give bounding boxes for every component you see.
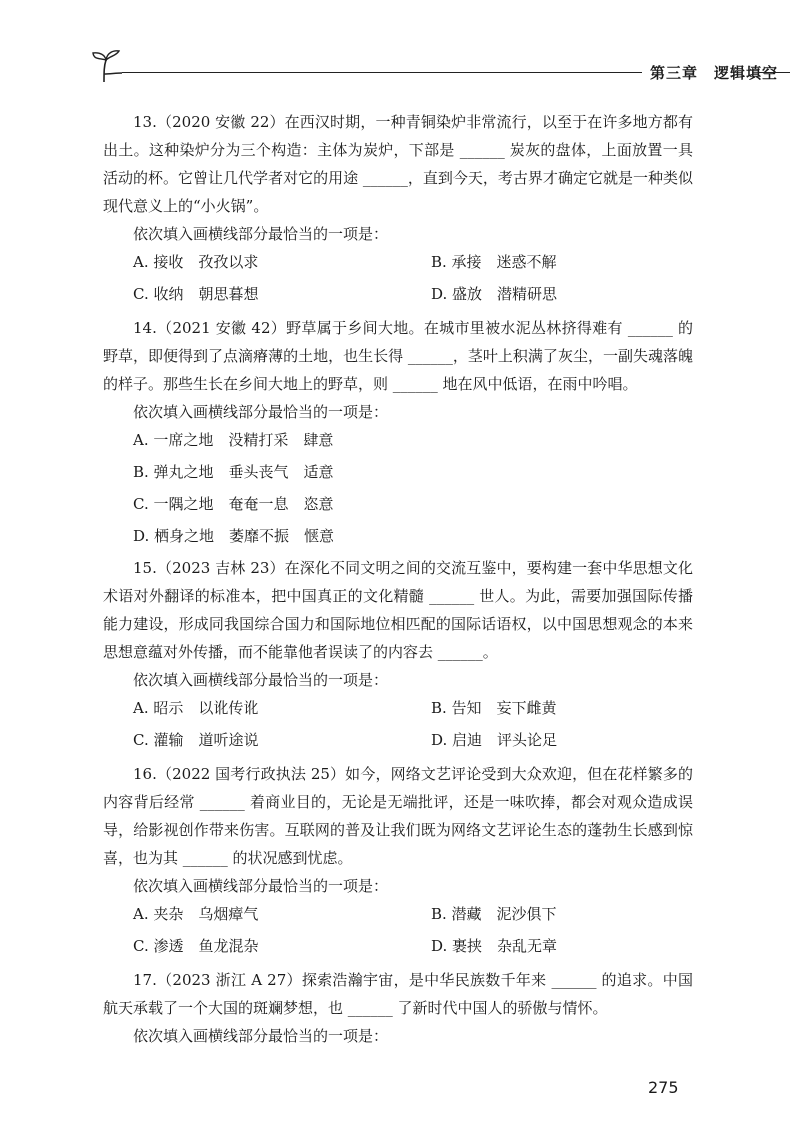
option-a: A. 夹杂 乌烟瘴气 (133, 905, 259, 923)
option-list (103, 426, 693, 550)
option-c: C. 一隅之地 奄奄一息 恣意 (133, 495, 334, 513)
option-d: D. 盛放 潜精研思 (431, 285, 558, 303)
question-instruction: 依次填入画横线部分最恰当的一项是： (133, 403, 389, 421)
option-list (103, 900, 693, 964)
page-number: 275 (648, 1078, 679, 1097)
question-14 (103, 314, 693, 550)
option-d: D. 裹挟 杂乱无章 (431, 937, 558, 955)
header-rule-left (122, 72, 642, 73)
header-rule-right (758, 72, 790, 73)
option-b: B. 弹丸之地 垂头丧气 适意 (133, 463, 334, 481)
question-stem: 17.（2023 浙江 A 27）探索浩瀚宇宙，是中华民族数千年来 ______ 的追求。中国航天承载了一个大国的斑斓梦想，也 ______ 了新时代中国人的骄傲与情怀。 (103, 971, 693, 1017)
question-16 (103, 760, 693, 964)
option-a: A. 一席之地 没精打采 肆意 (133, 431, 334, 449)
question-stem: 16.（2022 国考行政执法 25）如今，网络文艺评论受到大众欢迎，但在花样繁多的内容背后经常 ______ 着商业目的，无论是无端批评，还是一味吹捧，都会对观众造成误导，给影视创作带来伤害。互联网的普及让我们既为网络文艺评论生态的蓬勃生长感到惊喜，也为其 ______ 的状况感到忧虑。 (103, 765, 693, 867)
option-d: D. 栖身之地 萎靡不振 惬意 (133, 527, 335, 545)
option-b: B. 承接 迷惑不解 (431, 253, 557, 271)
question-stem: 14.（2021 安徽 42）野草属于乡间大地。在城市里被水泥丛林挤得难有 ______ 的野草，即便得到了点滴瘠薄的土地，也生长得 ______，茎叶上积满了灰尘，一副失魂落魄的样子。那些生长在乡间大地上的野草，则 ______ 地在风中低语，在雨中吟唱。 (103, 319, 693, 393)
option-c: C. 渗透 鱼龙混杂 (133, 937, 259, 955)
option-c: C. 灌输 道听途说 (133, 731, 259, 749)
question-instruction: 依次填入画横线部分最恰当的一项是： (133, 877, 389, 895)
option-a: A. 昭示 以讹传讹 (133, 699, 259, 717)
option-list (103, 694, 693, 758)
question-instruction: 依次填入画横线部分最恰当的一项是： (133, 225, 389, 243)
option-c: C. 收纳 朝思暮想 (133, 285, 259, 303)
option-b: B. 潜藏 泥沙俱下 (431, 905, 557, 923)
question-13 (103, 108, 693, 312)
question-stem: 15.（2023 吉林 23）在深化不同文明之间的交流互鉴中，要构建一套中华思想文化术语对外翻译的标准本，把中国真正的文化精髓 ______ 世人。为此，需要加强国际传播能力建设，形成同我国综合国力和国际地位相匹配的国际话语权，以中国思想观念的本来思想意蕴对外传播，而不能靠他者误读了的内容去 ______。 (103, 559, 693, 661)
page-header (90, 48, 790, 88)
option-a: A. 接收 孜孜以求 (133, 253, 259, 271)
sprout-icon (90, 48, 124, 84)
question-17 (103, 966, 693, 1050)
page-content (103, 108, 693, 1052)
question-instruction: 依次填入画横线部分最恰当的一项是： (133, 671, 389, 689)
question-15 (103, 554, 693, 758)
chapter-title: 第三章 逻辑填空 (650, 64, 779, 82)
option-list (103, 248, 693, 312)
question-stem: 13.（2020 安徽 22）在西汉时期，一种青铜染炉非常流行，以至于在许多地方都有出土。这种染炉分为三个构造：主体为炭炉，下部是 ______ 炭灰的盘体，上面放置一具活动的杯。它曾让几代学者对它的用途 ______，直到今天，考古界才确定它就是一种类似现代意义上的“小火锅”。 (103, 113, 693, 215)
option-b: B. 告知 妄下雌黄 (431, 699, 557, 717)
question-instruction: 依次填入画横线部分最恰当的一项是： (133, 1027, 389, 1045)
option-d: D. 启迪 评头论足 (431, 731, 558, 749)
